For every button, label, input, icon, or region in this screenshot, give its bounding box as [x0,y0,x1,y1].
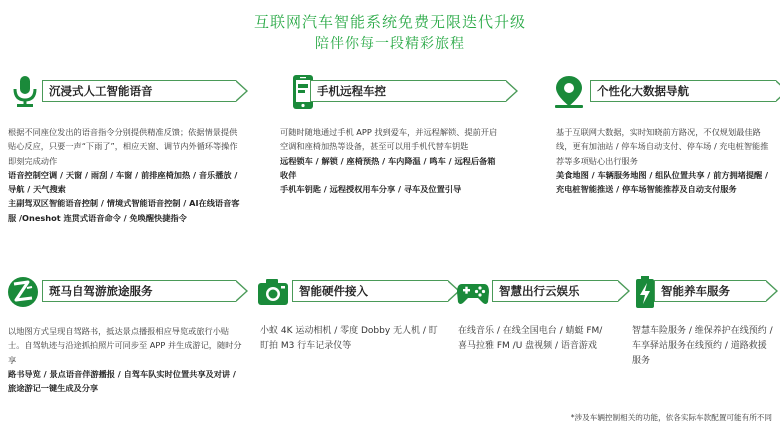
title-banner [654,280,766,302]
card-body [260,324,438,354]
page-title: 互联网汽车智能系统免费无限迭代升级 [253,13,526,31]
card-description: 智慧车险服务 / 维保养护在线预约 / 车享驿站服务在线预约 / 道路救援服务 [632,326,773,366]
card-features-secondary: 主副驾双区智能语音控制 / 情境式智能语音控制 / AI在线语音客服 /Oneshot 连贯式语音命令 / 免唤醒快捷指令 [8,198,240,223]
title-banner [42,80,236,102]
footnote: *涉及车辆控制相关的功能，依各实际车款配置可能有所不同 [570,413,772,422]
card-description: 可随时随地通过手机 APP 找到爱车，并远程解锁、提前开启空调和座椅加热等设备，甚至可以用手机代替车钥匙 [280,127,498,152]
title-banner [310,80,506,102]
card-description: 在线音乐 / 在线全国电台 / 蜻蜓 FM/ 喜马拉雅 FM /U 盘视频 / 语音游戏 [458,326,603,351]
card-description: 基于互联网大数据，实时知晓前方路况，不仅规划最佳路线，更有加油站 / 停车场自动支付、停车场 / 充电桩智能推荐等多项贴心出行服务 [556,127,769,166]
microphone-icon [8,74,42,110]
card-body [556,125,774,196]
card-description: 以地图方式呈现自驾路书，抵达景点播报相应导览或旅行小贴士。自驾轨迹与沿途抓拍照片可同步至 APP 并生成游记，随时分享 [8,326,242,365]
card-features: 语音控制空调 / 天窗 / 雨刮 / 车窗 / 前排座椅加热 / 音乐播放 / 导航 / 天气搜索 [8,169,238,195]
card-features-secondary: 手机车钥匙 / 远程授权用车分享 / 寻车及位置引导 [280,184,462,195]
card-title: 智能养车服务 [661,284,730,298]
card-body [8,125,244,225]
card-features: 路书导览 / 景点语音伴游播报 / 自驾车队实时位置共享及对讲 / 旅途游记一键生成及分享 [8,368,236,394]
card-body [458,324,606,354]
gamepad-icon [456,274,490,310]
card-entertainment [456,272,626,412]
card-travel [6,272,246,412]
card-body [632,324,774,369]
card-description: 小蚁 4K 运动相机 / 零度 Dobby 无人机 / 盯盯拍 M3 行车记录仪等 [260,326,438,351]
title-banner [492,280,618,302]
page-subtitle: 陪伴你每一段精彩旅程 [315,36,465,52]
title-banner [292,280,448,302]
map-pin-icon [552,74,586,110]
zebra-logo-icon [6,274,40,310]
card-title: 手机远程车控 [317,84,386,98]
card-features: 美食地图 / 车辆服务地图 / 组队位置共享 / 前方拥堵提醒 / 充电桩智能推送 / 停车场智能推荐及自动支付服务 [556,169,769,195]
card-title: 智能硬件接入 [299,284,368,298]
camera-icon [256,274,290,310]
card-body [8,324,244,395]
card-title: 智慧出行云娱乐 [499,284,580,298]
card-navigation [552,72,776,272]
card-title: 个性化大数据导航 [597,84,689,98]
title-banner [590,80,776,102]
card-body [280,125,502,196]
card-voice [6,72,246,272]
card-hardware [256,272,456,412]
card-remote [280,72,516,272]
page-header [0,12,780,54]
card-car-care [628,272,778,412]
card-title: 斑马自驾游旅途服务 [49,284,153,298]
card-title: 沉浸式人工智能语音 [49,84,153,98]
title-banner [42,280,236,302]
card-features: 远程锁车 / 解锁 / 座椅预热 / 车内降温 / 鸣车 / 远程后备箱收伴 [280,155,496,180]
card-description: 根据不同座位发出的语音指令分别提供精准反馈；依据情景提供贴心反应，只要一声“下雨了”，相应天窗、调节内外循环等操作即刻完成动作 [8,127,238,166]
